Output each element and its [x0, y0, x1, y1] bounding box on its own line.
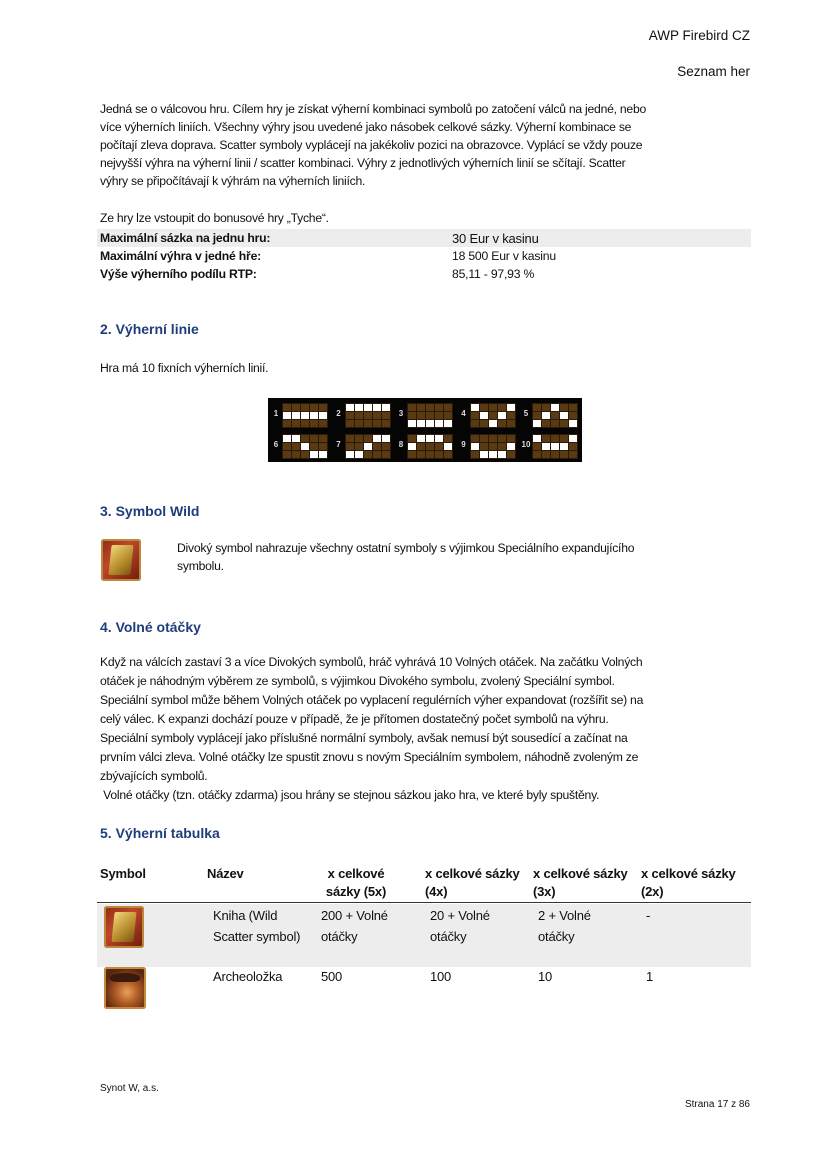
payline-number: 10	[521, 440, 531, 449]
payline-cell	[292, 404, 300, 411]
payline-cell	[569, 451, 577, 458]
fact-value: 85,11 - 97,93 %	[452, 267, 535, 281]
payline-cell	[355, 404, 363, 411]
payline-cell	[542, 404, 550, 411]
payline-cell	[435, 420, 443, 427]
payline-cell	[355, 443, 363, 450]
payline-cell	[283, 412, 291, 419]
payout-2x: 1	[646, 969, 654, 984]
payline-cell	[507, 451, 515, 458]
payline-grid	[470, 403, 516, 428]
payline-cell	[533, 412, 541, 419]
payline	[459, 433, 515, 459]
payline-cell	[489, 435, 497, 442]
header-title: AWP Firebird CZ	[648, 28, 750, 43]
payline-cell	[444, 443, 452, 450]
payline-cell	[364, 443, 372, 450]
payline-cell	[444, 451, 452, 458]
payline-cell	[444, 404, 452, 411]
payline-cell	[319, 412, 327, 419]
payline-cell	[373, 435, 381, 442]
payline-cell	[471, 404, 479, 411]
payline-cell	[408, 435, 416, 442]
text-line: Speciální symboly vyplácejí jako příslušné normální symboly, avšak nemusí být sousedící a začínat na	[100, 731, 628, 745]
text-line: počítají zleva doprava. Scatter symboly vyplácejí na jakékoliv pozici na obrazovce. Vyplácí se vždy pouze	[100, 138, 643, 152]
payline-cell	[435, 443, 443, 450]
payline-cell	[551, 451, 559, 458]
payline-cell	[533, 420, 541, 427]
payline-cell	[292, 435, 300, 442]
payline-cell	[560, 420, 568, 427]
payline-cell	[417, 412, 425, 419]
payline-cell	[569, 443, 577, 450]
payline-cell	[498, 404, 506, 411]
payline-cell	[319, 435, 327, 442]
payline-cell	[364, 435, 372, 442]
payline	[271, 402, 327, 428]
payline-cell	[480, 443, 488, 450]
text-line: více výherních liniích. Všechny výhry jsou uvedené jako násobek celkové sázky. Výherní kombinace se	[100, 120, 632, 134]
payline-cell	[560, 451, 568, 458]
payline-cell	[346, 404, 354, 411]
payline-cell	[426, 435, 434, 442]
payline-cell	[408, 451, 416, 458]
payline-grid	[407, 403, 453, 428]
payline-cell	[319, 404, 327, 411]
payline-grid	[532, 403, 578, 428]
payline-cell	[560, 404, 568, 411]
payline-cell	[507, 443, 515, 450]
payline-cell	[507, 420, 515, 427]
payline-cell	[471, 443, 479, 450]
payline-grid	[345, 403, 391, 428]
fact-row	[97, 229, 751, 247]
payline-grid	[470, 434, 516, 459]
payline-cell	[382, 451, 390, 458]
column-header: Název	[207, 866, 244, 881]
payline-cell	[551, 412, 559, 419]
payline-cell	[560, 435, 568, 442]
section-heading-paytable: 5. Výherní tabulka	[100, 825, 220, 841]
payline-cell	[346, 412, 354, 419]
payline-cell	[408, 420, 416, 427]
payline-cell	[382, 412, 390, 419]
payline-cell	[498, 435, 506, 442]
payline-cell	[498, 451, 506, 458]
payline-cell	[533, 435, 541, 442]
text-line: Divoký symbol nahrazuje všechny ostatní symboly s výjimkou Speciálního expandujícího	[177, 541, 635, 555]
payout-4x: 20 + Volné otáčky	[430, 908, 490, 944]
payline-grid	[282, 434, 328, 459]
archeologist-icon	[104, 967, 146, 1009]
payline-cell	[301, 443, 309, 450]
column-header: Symbol	[100, 866, 146, 881]
payline-cell	[310, 412, 318, 419]
payline-cell	[480, 435, 488, 442]
payline-number: 5	[523, 409, 529, 418]
column-header: x celkové sázky (3x)	[533, 866, 628, 899]
payline-cell	[382, 404, 390, 411]
payline-cell	[310, 404, 318, 411]
paylines-image	[268, 398, 582, 462]
payline	[521, 402, 577, 428]
payline-cell	[435, 412, 443, 419]
payline-cell	[310, 435, 318, 442]
payout-5x: 500	[321, 969, 343, 984]
payline-cell	[435, 435, 443, 442]
payline-cell	[373, 451, 381, 458]
payline-cell	[364, 404, 372, 411]
payline-cell	[560, 412, 568, 419]
text-line: výhry se připočítávají k výhrám na výherních liniích.	[100, 174, 366, 188]
payline-cell	[542, 435, 550, 442]
header-divider	[97, 902, 751, 903]
payline-cell	[408, 404, 416, 411]
payline-cell	[346, 435, 354, 442]
fact-row	[97, 265, 751, 283]
fact-label: Maximální výhra v jedné hře:	[100, 249, 262, 263]
payline-grid	[282, 403, 328, 428]
payline-cell	[417, 451, 425, 458]
payline-cell	[542, 451, 550, 458]
payline-cell	[355, 451, 363, 458]
payline-grid	[345, 434, 391, 459]
payline-cell	[489, 420, 497, 427]
payline-cell	[346, 451, 354, 458]
text-line: celý válec. K expanzi dochází pouze v případě, že je přítomen dostatečný počet symbolů na výhru.	[100, 712, 609, 726]
payline-cell	[417, 404, 425, 411]
book-icon	[104, 906, 144, 948]
payline-cell	[283, 435, 291, 442]
text-line: Volné otáčky (tzn. otáčky zdarma) jsou hrány se stejnou sázkou jako hra, ve které byly spuštěny.	[100, 788, 600, 802]
text-line: Když na válcích zastaví 3 a více Divokých symbolů, hráč vyhrává 10 Volných otáček. Na začátku Volných	[100, 655, 643, 669]
section-heading-freespins: 4. Volné otáčky	[100, 619, 201, 635]
text-line: symbolu.	[177, 559, 224, 573]
column-header: x celkové sázky (4x)	[425, 866, 520, 899]
payline-cell	[283, 404, 291, 411]
payline-cell	[301, 451, 309, 458]
column-header: x celkové sázky (5x)	[325, 866, 387, 899]
payline-number: 7	[336, 440, 341, 449]
payline-cell	[542, 412, 550, 419]
payline-cell	[319, 443, 327, 450]
payline-grid	[407, 434, 453, 459]
payline-cell	[444, 420, 452, 427]
book-icon	[101, 539, 141, 581]
payline-cell	[373, 443, 381, 450]
payline-cell	[489, 443, 497, 450]
payline-cell	[551, 420, 559, 427]
payline-cell	[408, 412, 416, 419]
payline-cell	[417, 443, 425, 450]
section-heading-wild: 3. Symbol Wild	[100, 503, 200, 519]
payline-number: 2	[336, 409, 341, 418]
payout-2x: -	[646, 908, 651, 923]
payline	[459, 402, 515, 428]
payline-cell	[551, 404, 559, 411]
payline-cell	[417, 420, 425, 427]
payline-number: 1	[273, 409, 279, 418]
payline-cell	[301, 412, 309, 419]
bonus-text: Ze hry lze vstoupit do bonusové hry „Tyche“.	[100, 211, 329, 225]
payline	[334, 402, 390, 428]
fact-row	[97, 247, 751, 265]
payline-cell	[310, 451, 318, 458]
payline-cell	[426, 412, 434, 419]
paylines-text: Hra má 10 fixních výherních linií.	[100, 361, 269, 375]
payline-cell	[426, 443, 434, 450]
payline-cell	[319, 451, 327, 458]
header-subtitle: Seznam her	[677, 64, 750, 79]
payline-cell	[480, 420, 488, 427]
text-line: Jedná se o válcovou hru. Cílem hry je získat výherní kombinaci symbolů po zatočení válců na jedné, nebo	[100, 102, 647, 116]
payline-cell	[560, 443, 568, 450]
payline-cell	[301, 420, 309, 427]
payline-number: 4	[461, 409, 466, 418]
payline-cell	[471, 435, 479, 442]
payline-cell	[382, 443, 390, 450]
payline-cell	[542, 443, 550, 450]
fact-value: 18 500 Eur v kasinu	[452, 249, 556, 263]
payline	[396, 433, 452, 459]
footer-page-number: Strana 17 z 86	[684, 1099, 750, 1110]
payline-cell	[435, 404, 443, 411]
payline	[271, 433, 327, 459]
payline-cell	[364, 451, 372, 458]
payout-4x: 100	[430, 969, 452, 984]
payout-5x: 200 + Volné otáčky	[321, 908, 388, 944]
section-heading-paylines: 2. Výherní linie	[100, 321, 199, 337]
payline-number: 9	[461, 440, 466, 449]
payline-cell	[480, 412, 488, 419]
payline-cell	[364, 420, 372, 427]
payline-cell	[426, 451, 434, 458]
text-line: prvním válci zleva. Volné otáčky lze spustit znovu s novým Speciálním symbolem, náhodně zvoleným ze	[100, 750, 639, 764]
payline-cell	[283, 420, 291, 427]
payline-cell	[346, 420, 354, 427]
payline-cell	[471, 451, 479, 458]
payline-cell	[426, 420, 434, 427]
payline-cell	[569, 420, 577, 427]
payline-number: 6	[273, 440, 279, 449]
text-line: Speciální symbol může během Volných otáček po vyplacení regulérních výher expandovat (rozšířit se) na	[100, 693, 644, 707]
payline-cell	[382, 420, 390, 427]
payline-cell	[435, 451, 443, 458]
payline-cell	[480, 451, 488, 458]
table-row	[97, 904, 751, 967]
payline-cell	[417, 435, 425, 442]
payout-3x: 2 + Volné otáčky	[538, 908, 591, 944]
payline-cell	[319, 420, 327, 427]
payline-cell	[408, 443, 416, 450]
fact-label: Výše výherního podílu RTP:	[100, 267, 257, 281]
payline-cell	[498, 443, 506, 450]
payline-cell	[498, 420, 506, 427]
payline-cell	[498, 412, 506, 419]
text-line: otáček je náhodným výběrem ze symbolů, s výjimkou Divokého symbolu, zvolený Speciální symbol.	[100, 674, 615, 688]
payline-cell	[373, 420, 381, 427]
payline-grid	[532, 434, 578, 459]
payline-cell	[507, 435, 515, 442]
payline-cell	[471, 412, 479, 419]
payline	[521, 433, 577, 459]
payline-cell	[292, 451, 300, 458]
payline-cell	[489, 404, 497, 411]
payline	[396, 402, 452, 428]
payline-cell	[364, 412, 372, 419]
fact-value: 30 Eur v kasinu	[452, 231, 539, 246]
payline-cell	[569, 435, 577, 442]
payline-cell	[444, 435, 452, 442]
payline-cell	[489, 451, 497, 458]
payline-cell	[310, 443, 318, 450]
payline-cell	[301, 404, 309, 411]
payline-cell	[507, 404, 515, 411]
payline-cell	[533, 443, 541, 450]
payline-cell	[542, 420, 550, 427]
payline-number: 8	[398, 440, 404, 449]
payline-cell	[355, 435, 363, 442]
symbol-name: Archeoložka	[213, 969, 283, 984]
payline-cell	[569, 412, 577, 419]
payline-cell	[346, 443, 354, 450]
text-line: zbývajících symbolů.	[100, 769, 208, 783]
payline-cell	[551, 435, 559, 442]
payline-cell	[310, 420, 318, 427]
payline-cell	[283, 443, 291, 450]
payline-number: 3	[398, 409, 404, 418]
payline-cell	[292, 420, 300, 427]
footer-company: Synot W, a.s.	[100, 1083, 159, 1094]
text-line: nejvyšší výhra na výherní linii / scatter kombinaci. Výhry z jednotlivých výherních linií se sčítají. Scatter	[100, 156, 626, 170]
fact-label: Maximální sázka na jednu hru:	[100, 231, 271, 245]
column-header: x celkové sázky (2x)	[641, 866, 736, 899]
payline-cell	[551, 443, 559, 450]
payline-cell	[489, 412, 497, 419]
payline-cell	[533, 451, 541, 458]
payline-cell	[301, 435, 309, 442]
payline-cell	[355, 420, 363, 427]
payline-cell	[471, 420, 479, 427]
payline-cell	[355, 412, 363, 419]
symbol-name: Kniha (Wild Scatter symbol)	[213, 908, 301, 944]
payline-cell	[373, 404, 381, 411]
payline-cell	[507, 412, 515, 419]
payline-cell	[382, 435, 390, 442]
payout-3x: 10	[538, 969, 553, 984]
payline-cell	[292, 443, 300, 450]
payline-cell	[480, 404, 488, 411]
payline-cell	[444, 412, 452, 419]
payline-cell	[533, 404, 541, 411]
payline	[334, 433, 390, 459]
payline-cell	[292, 412, 300, 419]
payline-cell	[569, 404, 577, 411]
payline-cell	[283, 451, 291, 458]
payline-cell	[373, 412, 381, 419]
payline-cell	[426, 404, 434, 411]
